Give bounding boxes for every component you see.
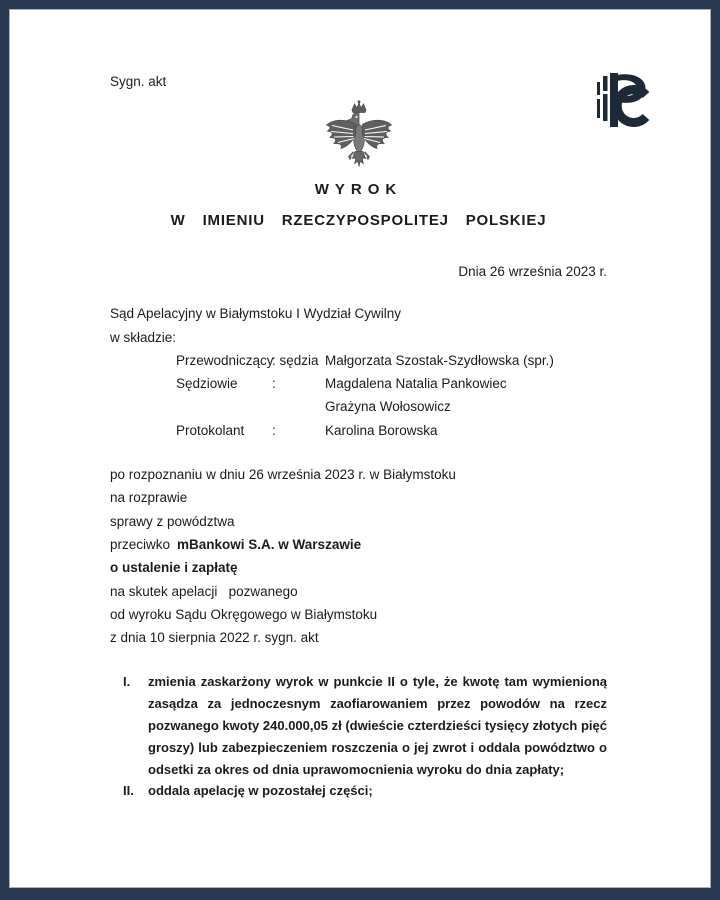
polish-eagle-icon [322,100,396,174]
judge-name: Magdalena Natalia Pankowiec [325,376,507,392]
court-name: Sąd Apelacyjny w Białymstoku I Wydział Cywilny [110,306,401,322]
composition-role: Protokolant [176,422,245,438]
judgment-title: WYROK [314,181,403,198]
composition-colon: : sędzia [272,352,319,368]
judgment-item-text: zmienia zaskarżony wyrok w punkcie II o tyle, że kwotę tam wymienioną zasądza za jednoczesnym zaofiarowaniem przez powodów na rzecz pozwanego kwoty 240.000,05 zł (dwieście czterdzieści tysięcy złotych pięć groszy) lub zabezpieczeniem roszczenia o jej zwrot i oddala powództwo o odsetki za okres od dnia uprawomocnienia wyroku do dnia zapłaty; [148,674,607,777]
judgment-item-text: oddala apelację w pozostałej części; [148,783,373,799]
case-line: sprawy z powództwa [110,513,235,529]
composition-row [176,349,607,372]
composition-colon [272,395,325,418]
composition-row [176,395,607,418]
judgment-item [123,671,607,780]
defendant-prefix: przeciwko [110,536,171,552]
defendant-name: mBankowi S.A. w Warszawie [177,536,362,552]
case-line [110,533,607,556]
court-block [110,302,607,442]
judgment-subtitle: W IMIENIU RZECZYPOSPOLITEJ POLSKIEJ [170,212,547,229]
composition-colon: : [272,376,276,392]
document-content [10,74,710,900]
case-signature-label: Sygn. akt [110,74,167,89]
case-line: po rozpoznaniu w dniu 26 września 2023 r. w Białymstoku [110,467,456,483]
judge-name: Grażyna Wołosowicz [325,399,451,415]
judgment-item [123,780,607,802]
case-line: z dnia 10 sierpnia 2022 r. sygn. akt [110,630,319,646]
case-subject: o ustalenie i zapłatę [110,560,238,576]
document-page [10,10,710,887]
composition-role: Przewodniczący [176,352,274,368]
composition-role [176,395,272,418]
case-line: od wyroku Sądu Okręgowego w Białymstoku [110,606,378,622]
composition-label: w składzie: [110,329,177,345]
case-block [110,463,607,649]
judgment-date: Dnia 26 września 2023 r. [458,264,607,279]
clerk-name: Karolina Borowska [325,422,438,438]
coat-of-arms [110,100,607,174]
case-line: na rozprawie [110,490,188,506]
composition-row [176,419,607,442]
judgment-item-number: II. [123,783,134,799]
judgment-item-number: I. [123,674,131,690]
judgment-list [123,671,607,802]
composition-colon: : [272,422,276,438]
judge-name: Małgorzata Szostak-Szydłowska (spr.) [325,352,554,368]
composition-row [176,372,607,395]
composition-role: Sędziowie [176,376,238,392]
case-line: na skutek apelacji pozwanego [110,583,298,599]
